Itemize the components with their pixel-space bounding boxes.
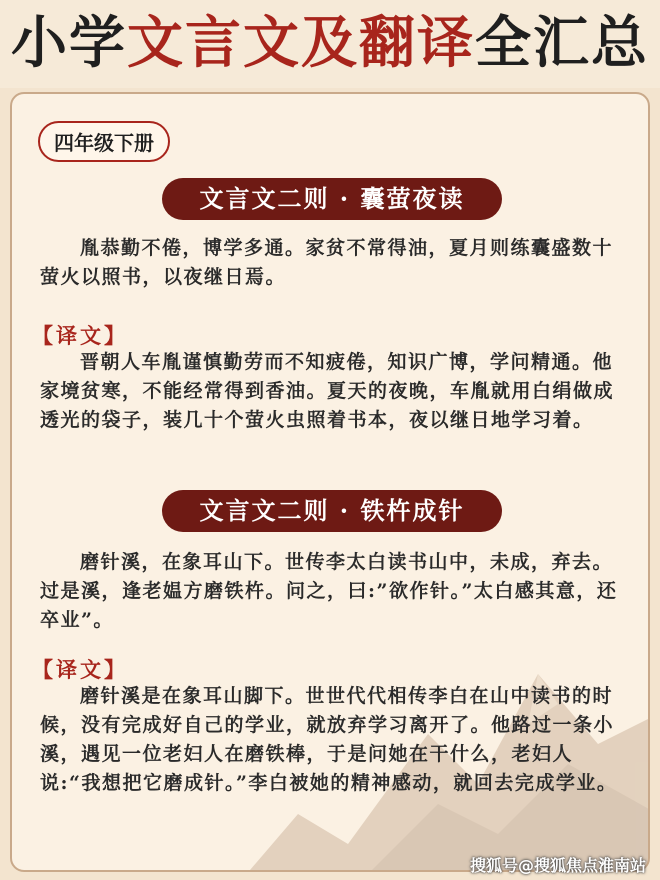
watermark: 搜狐号@搜狐焦点淮南站: [469, 856, 646, 875]
section-title-1: 文言文二则 · 囊萤夜读: [162, 178, 502, 220]
translation-text-2: 磨针溪是在象耳山脚下。世世代代相传李白在山中读书的时候，没有完成好自己的学业，就放弃学习离开了。他路过一条小溪，遇见一位老妇人在磨铁棒，于是问她在干什么，老妇人说:“我想把它磨成针。”李白被她的精神感动，就回去完成学业。: [40, 685, 618, 794]
section-title-2: 文言文二则 · 铁杵成针: [162, 490, 502, 532]
translation-text-1: 晋朝人车胤谨慎勤劳而不知疲倦，知识广博，学问精通。他家境贫寒，不能经常得到香油。夏天的夜晚，车胤就用白绢做成透光的袋子，装几十个萤火虫照着书本，夜以继日地学习着。: [40, 351, 615, 431]
title-part-1: 小学: [11, 11, 127, 76]
page-title: [0, 6, 660, 82]
title-part-2: 文言文及翻译: [127, 11, 475, 76]
content-card: [10, 92, 650, 872]
title-part-3: 全汇总: [475, 11, 649, 76]
grade-label: 四年级下册: [38, 121, 170, 162]
original-text-1: 胤恭勤不倦，博学多通。家贫不常得油，夏月则练囊盛数十萤火以照书，以夜继日焉。: [40, 237, 614, 288]
translation-label-2: 【译文】: [32, 657, 128, 682]
original-text-2: 磨针溪，在象耳山下。世传李太白读书山中，未成，弃去。过是溪，逢老媪方磨铁杵。问之，曰:”欲作针。”太白感其意，还卒业”。: [40, 551, 618, 631]
translation-label-1: 【译文】: [32, 323, 128, 348]
page-header: [0, 0, 660, 88]
